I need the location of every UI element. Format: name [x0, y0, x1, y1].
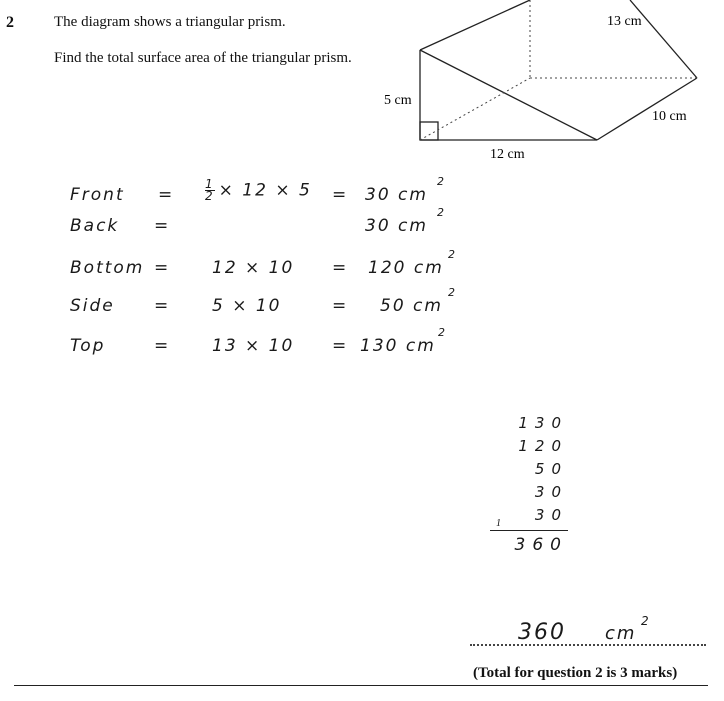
label-height: 5 cm [384, 93, 412, 108]
bottom-rule [14, 685, 708, 686]
addition-row: 30 [534, 506, 568, 524]
equals-sign: = [332, 296, 349, 316]
working-calc: 13 × 10 [212, 336, 295, 356]
question-number: 2 [6, 14, 14, 31]
working-calc: 5 × 10 [212, 296, 282, 316]
question-line-2: Find the total surface area of the triangular prism. [54, 50, 352, 66]
fraction-denominator: 2 [205, 189, 215, 203]
equals-sign: = [154, 336, 171, 356]
answer-unit: cm [605, 623, 637, 644]
answer-line [470, 644, 706, 646]
squared-exponent: 2 [437, 206, 446, 219]
addition-total: 360 [514, 535, 568, 555]
working-result: 130 cm [360, 336, 436, 356]
fraction-half [205, 179, 312, 202]
answer-value: 360 [518, 620, 566, 645]
fraction [205, 179, 215, 202]
equals-sign: = [332, 185, 349, 205]
carry-digit: 1 [496, 518, 501, 529]
fraction-numerator: 1 [205, 177, 215, 191]
working-label: Back [70, 216, 120, 236]
addition-row: 130 [518, 414, 568, 432]
equals-sign: = [332, 336, 349, 356]
squared-exponent: 2 [448, 248, 457, 261]
squared-exponent: 2 [448, 286, 457, 299]
equals-sign: = [154, 258, 171, 278]
equals-sign: = [158, 185, 175, 205]
prism-top-left-edge [420, 0, 530, 50]
addition-row: 120 [518, 437, 568, 455]
working-result: 30 cm [365, 185, 428, 205]
squared-exponent: 2 [438, 326, 447, 339]
working-result: 30 cm [365, 216, 428, 236]
label-base: 12 cm [490, 147, 525, 162]
working-label: Front [70, 185, 125, 205]
equals-sign: = [154, 296, 171, 316]
equals-sign: = [332, 258, 349, 278]
prism-diagram [0, 0, 724, 170]
working-label: Side [70, 296, 115, 316]
label-top-length: 13 cm [607, 14, 642, 29]
hidden-depth-edge [420, 78, 530, 140]
addition-row: 50 [534, 460, 568, 478]
marks-total: (Total for question 2 is 3 marks) [473, 665, 678, 681]
working-result: 120 cm [368, 258, 444, 278]
question-line-1: The diagram shows a triangular prism. [54, 14, 286, 30]
working-label: Top [70, 336, 106, 356]
prism-top-right-edge [630, 0, 697, 78]
prism-hypotenuse-edge [420, 50, 597, 140]
addition-line [490, 530, 568, 531]
working-result: 50 cm [380, 296, 443, 316]
equals-sign: = [154, 216, 171, 236]
label-depth: 10 cm [652, 109, 687, 124]
answer-exponent: 2 [641, 614, 651, 628]
addition-row: 30 [534, 483, 568, 501]
working-label: Bottom [70, 258, 145, 278]
right-angle-marker [420, 122, 438, 140]
working-calc: × 12 × 5 [218, 180, 312, 201]
squared-exponent: 2 [437, 175, 446, 188]
working-calc: 12 × 10 [212, 258, 295, 278]
